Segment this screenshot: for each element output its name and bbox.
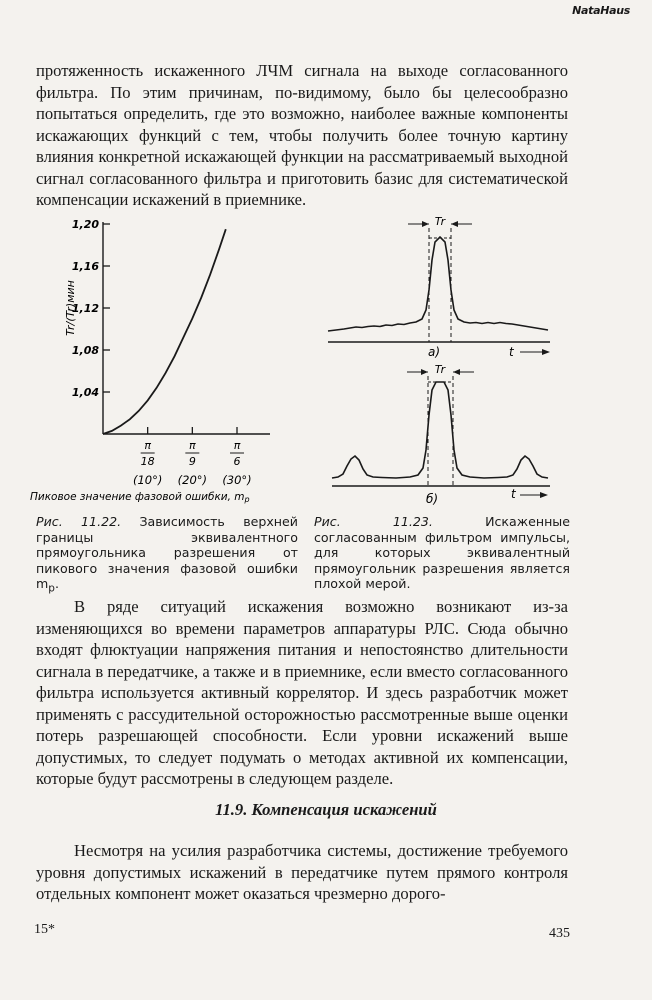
paragraph-compensation: Несмотря на усилия разработчика системы, достижение требуемого уровня допустимых искажений в передатчике путем прямого контроля отдельных компонент может оказаться чрезмерно дорого- bbox=[36, 841, 568, 903]
figure-11-22-caption-end: . bbox=[54, 576, 59, 591]
y-tick-label: 1,20 bbox=[71, 218, 99, 231]
panel-b-label: б) bbox=[426, 492, 439, 506]
x-axis-title: Пиковое значение фазовой ошибки, mp bbox=[30, 491, 250, 504]
y-tick-group bbox=[72, 218, 110, 399]
x-tick-group bbox=[133, 427, 252, 487]
x-tick-numerator: π bbox=[233, 439, 241, 452]
line-series bbox=[103, 229, 226, 434]
page-number: 435 bbox=[549, 926, 570, 941]
paragraph-distortions: В ряде ситуаций искажения возможно возникают из-за изменяющихся во времени параметров аппаратуры РЛС. Сюда обычно входят флюктуации напряжения питания и непостоянство длительности сигнала в передатчике, а также и в приемнике, если вместо согласованного фильтра используется активный коррелятор. И здесь разработчик может применять с рассудительной осторожностью рассмотренные выше оценки потерь разрешающей способности. Если уровни искажений выше допустимых, то следует подумать о методах активной их компенсации, которые будут рассмотрены в следующем разделе. bbox=[36, 597, 568, 788]
x-tick-numerator: π bbox=[144, 439, 151, 452]
y-tick-label: 1,04 bbox=[71, 386, 99, 399]
figure-11-22-caption-label: Рис. 11.22. bbox=[36, 514, 122, 529]
figure-11-22-chart bbox=[30, 210, 292, 510]
paragraph-intro: протяженность искаженного ЛЧМ сигнала на выходе согласованного фильтра. По этим причинам, по-видимому, было бы целесообразно попытаться определить, где это возможно, наиболее важные компоненты искажающих функций с тем, чтобы получить более точную картину влияния конкретной искажающей функции на рассматриваемый выходной сигнал согласованного фильтра и приготовить базис для систематической компенсации искажений в приемнике. bbox=[36, 61, 568, 209]
figure-11-23-caption bbox=[314, 514, 570, 592]
panel-b-pulse bbox=[332, 382, 548, 478]
x-tick-degree-label: (20°) bbox=[177, 473, 208, 487]
figure-11-22-caption-subscript: p bbox=[48, 582, 55, 595]
y-axis-title: Tr/(Tr)мин bbox=[64, 280, 77, 336]
x-tick-degree-label: (10°) bbox=[132, 473, 163, 487]
figure-11-23-pulses bbox=[316, 210, 572, 510]
x-tick-degree-label: (30°) bbox=[222, 473, 252, 487]
x-tick-denominator: 6 bbox=[233, 455, 241, 468]
panel-a-width-label: Tr bbox=[434, 215, 446, 228]
panel-a-pulse bbox=[328, 237, 548, 331]
panel-a-label: а) bbox=[428, 345, 441, 359]
figure-11-23-caption-text: Искаженные согласованным фильтром импульсы, для которых эквивалентный прямоугольник разрешения является плохой мерой. bbox=[314, 514, 570, 591]
figure-11-22-caption bbox=[36, 514, 298, 597]
y-tick-label: 1,12 bbox=[71, 302, 99, 315]
figure-11-22-caption-text: Зависимость верхней границы эквивалентного прямоугольника разрешения от пикового значения фазовой ошибки m bbox=[36, 514, 298, 591]
x-tick-denominator: 9 bbox=[188, 455, 196, 468]
panel-a-time-label: t bbox=[509, 345, 514, 359]
x-tick-denominator: 18 bbox=[140, 455, 155, 468]
panel-b bbox=[332, 363, 550, 506]
figure-11-23-caption-label: Рис. 11.23. bbox=[314, 514, 433, 529]
section-heading: 11.9. Компенсация искажений bbox=[215, 800, 437, 819]
panel-b-time-label: t bbox=[511, 487, 516, 501]
panel-b-width-label: Tr bbox=[434, 363, 446, 376]
panel-a-time-arrow bbox=[520, 349, 550, 355]
y-tick-label: 1,08 bbox=[71, 344, 99, 357]
x-tick-numerator: π bbox=[189, 439, 196, 452]
panel-b-time-arrow bbox=[520, 492, 548, 498]
panel-a bbox=[328, 215, 550, 359]
y-tick-label: 1,16 bbox=[71, 260, 99, 273]
publisher-logo: NataHaus bbox=[572, 4, 630, 17]
footer-signature-mark: 15* bbox=[34, 922, 55, 937]
